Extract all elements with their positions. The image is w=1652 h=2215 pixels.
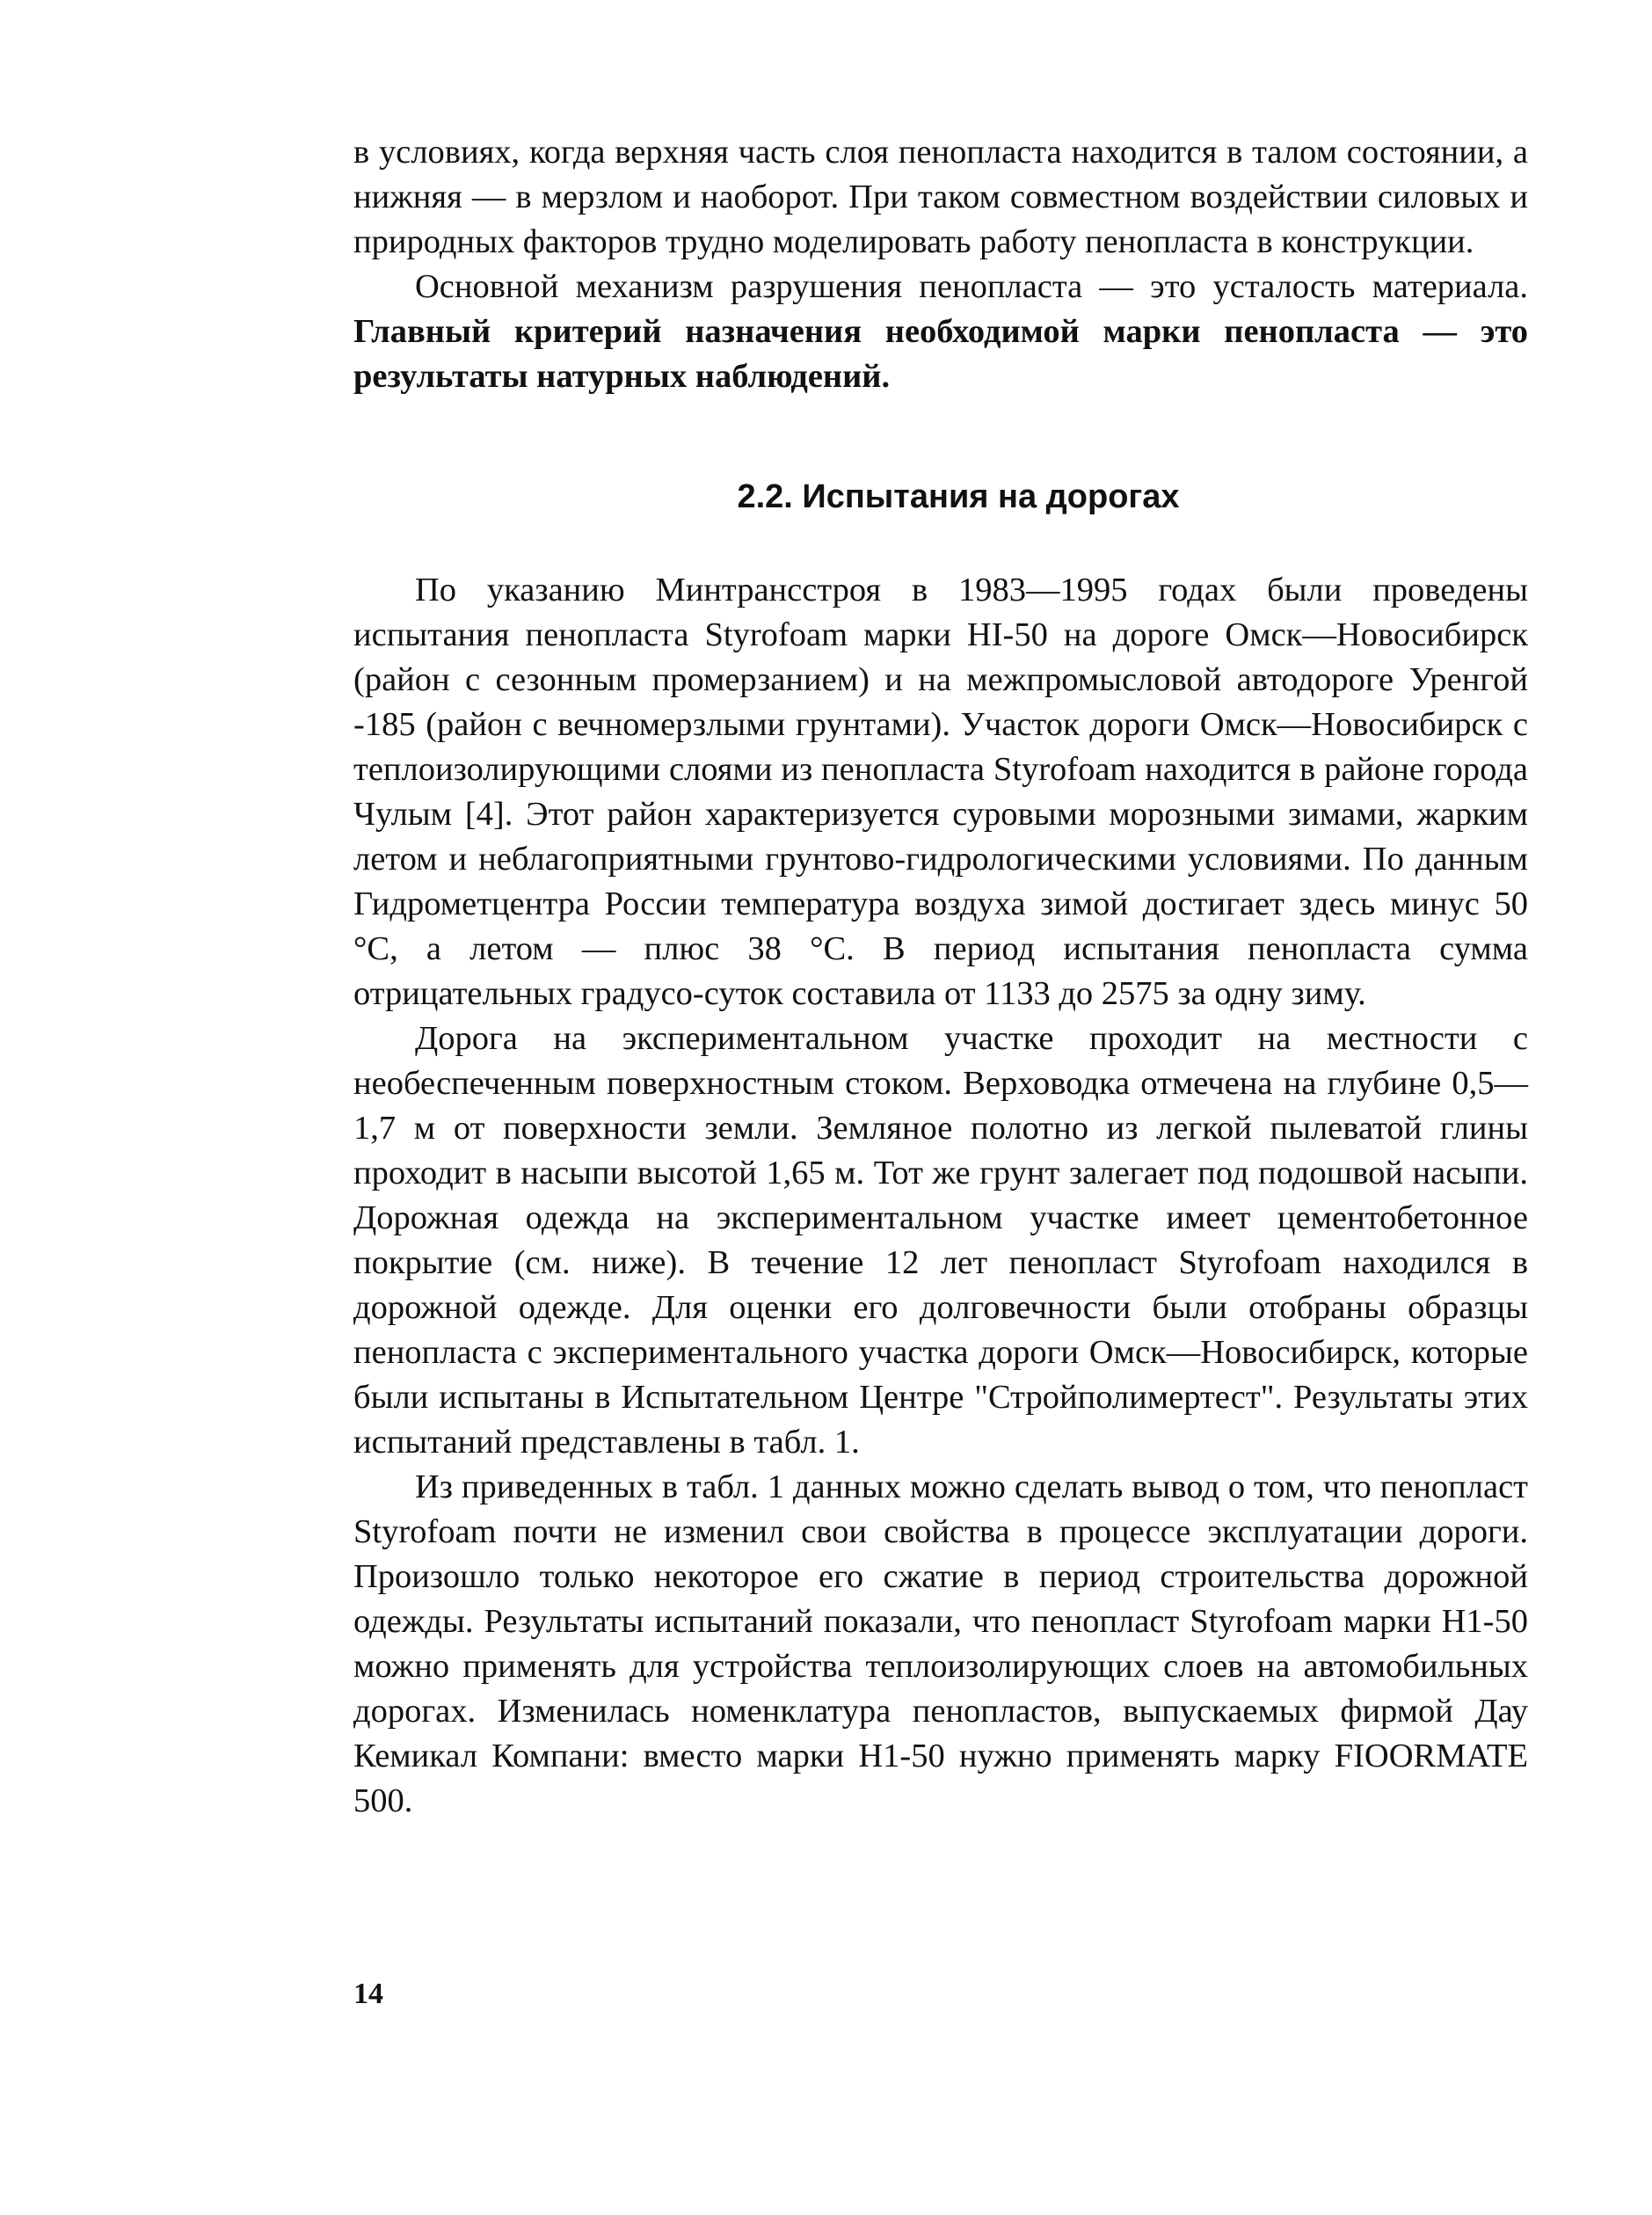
- section-heading: 2.2. Испытания на дорогах: [737, 478, 1180, 515]
- page-number: 14: [353, 1978, 383, 2010]
- paragraph-conclusion: Из приведенных в табл. 1 данных можно сделать вывод о том, что пенопласт Styrofoam почти не изменил свои свойства в процессе эксплуатации дороги. Произошло только некоторое его сжатие в период строительства дорожной одежды. Результаты испытаний показали, что пенопласт Styrofoam марки Н1-50 можно применять для устройства теплоизолирующих слоев на автомобильных дорогах. Изменилась номенклатура пенопластов, выпускаемых фирмой Дау Кемикал Компани: вместо марки Н1-50 нужно применять марку FIOORMATE 500.: [353, 1468, 1528, 1819]
- paragraph-experimental-section: Дорога на экспериментальном участке проходит на местности с необеспеченным поверхностным стоком. Верховодка отмечена на глубине 0,5—1,7 м от поверхности земли. Земляное полотно из легкой пылеватой глины проходит в насыпи высотой 1,65 м. Тот же грунт залегает под подошвой насыпи. Дорожная одежда на экспериментальном участке имеет цементобетонное покрытие (см. ниже). В течение 12 лет пенопласт Styrofoam находился в дорожной одежде. Для оценки его долговечности были отобраны образцы пенопласта с экспериментального участка дороги Омск—Новосибирск, которые были испытаны в Испытательном Центре "Стройполимертест". Результаты этих испытаний представлены в табл. 1.: [353, 1020, 1528, 1461]
- document-page: [353, 130, 1528, 1824]
- paragraph-fatigue: [353, 265, 1528, 399]
- paragraph-fatigue-bold-text: Главный критерий назначения необходимой марки пенопласта — это результаты натурных наблюдений.: [353, 313, 1528, 395]
- paragraph-road-tests: По указанию Минтрансстроя в 1983—1995 годах были проведены испытания пенопласта Styrofoam марки HI-50 на дороге Омск—Новосибирск (район с сезонным промерзанием) и на межпромысловой автодороге Уренгой -185 (район с вечномерзлыми грунтами). Участок дороги Омск—Новосибирск с теплоизолирующими слоями из пенопласта Styrofoam находится в районе города Чулым [4]. Этот район характеризуется суровыми морозными зимами, жарким летом и неблагоприятными грунтово-гидрологическими условиями. По данным Гидрометцентра России температура воздуха зимой достигает здесь минус 50 °С, а летом — плюс 38 °С. В период испытания пенопласта сумма отрицательных градусо-суток составила от 1133 до 2575 за одну зиму.: [353, 572, 1528, 1012]
- paragraph-fatigue-text: Основной механизм разрушения пенопласта — это усталость материала.: [415, 268, 1528, 305]
- paragraph-continuation: в условиях, когда верхняя часть слоя пенопласта находится в талом состоянии, а нижняя — в мерзлом и наоборот. При таком совместном воздействии силовых и природных факторов трудно моделировать работу пенопласта в конструкции.: [353, 134, 1528, 260]
